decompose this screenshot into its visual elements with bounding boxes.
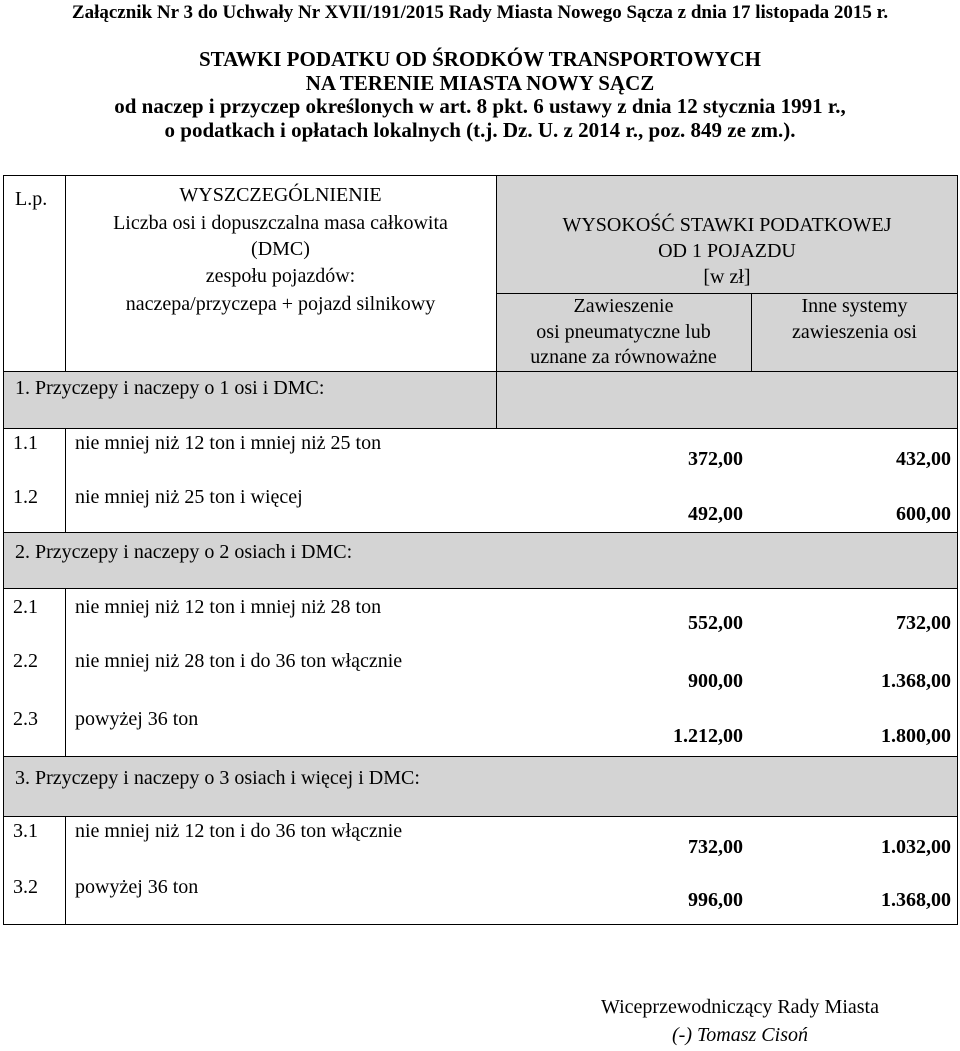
section-2-title: 2. Przyczepy i naczepy o 2 osiach i DMC: bbox=[15, 541, 353, 563]
lp-divider-s3 bbox=[65, 816, 66, 925]
title-line-3: od naczep i przyczep określonych w art. 8 pkt. 6 ustawy z dnia 12 stycznia 1991 r., bbox=[114, 94, 846, 118]
header-desc-2: Liczba osi i dopuszczalna masa całkowita bbox=[113, 212, 448, 234]
header-air-1: Zawieszenie bbox=[573, 295, 674, 317]
section-2-bottom bbox=[3, 588, 958, 589]
row-2-3-desc: powyżej 36 ton bbox=[75, 708, 199, 730]
row-2-1-lp: 2.1 bbox=[13, 596, 38, 618]
row-1-2-lp: 1.2 bbox=[13, 486, 38, 508]
section-3-top bbox=[3, 756, 958, 757]
title-line-4: o podatkach i opłatach lokalnych (t.j. Dz. U. z 2014 r., poz. 849 ze zm.). bbox=[164, 117, 796, 142]
section-1-title: 1. Przyczepy i naczepy o 1 osi i DMC: bbox=[15, 377, 325, 399]
header-air-2: osi pneumatyczne lub bbox=[536, 321, 711, 343]
header-desc-3: (DMC) bbox=[251, 238, 310, 260]
signature-name: (-) Tomasz Cisoń bbox=[672, 1024, 808, 1046]
row-1-1-other: 432,00 bbox=[896, 448, 951, 470]
document-title bbox=[0, 48, 960, 142]
row-3-1-other: 1.032,00 bbox=[881, 836, 951, 858]
row-3-2-air: 996,00 bbox=[688, 889, 743, 911]
header-rate-2: OD 1 POJAZDU bbox=[658, 240, 796, 262]
section-2-top bbox=[3, 532, 958, 533]
row-2-2-other: 1.368,00 bbox=[881, 670, 951, 692]
attachment-header: Załącznik Nr 3 do Uchwały Nr XVII/191/2015 Rady Miasta Nowego Sącza z dnia 17 listopada 2015 r. bbox=[71, 2, 889, 23]
tax-rate-table bbox=[3, 175, 958, 925]
lp-divider-s2 bbox=[65, 588, 66, 756]
row-3-1-desc: nie mniej niż 12 ton i do 36 ton włącznie bbox=[75, 820, 403, 842]
row-1-1-desc: nie mniej niż 12 ton i mniej niż 25 ton bbox=[75, 432, 382, 454]
row-1-2-air: 492,00 bbox=[688, 503, 743, 525]
header-bottom-line bbox=[3, 371, 958, 372]
row-2-1-other: 732,00 bbox=[896, 612, 951, 634]
header-rate-3: [w zł] bbox=[703, 266, 751, 288]
header-other-2: zawieszenia osi bbox=[792, 321, 917, 343]
row-2-2-desc: nie mniej niż 28 ton i do 36 ton włącznie bbox=[75, 650, 403, 672]
header-air-3: uznane za równoważne bbox=[530, 346, 717, 368]
row-2-2-lp: 2.2 bbox=[13, 650, 38, 672]
section-3-title: 3. Przyczepy i naczepy o 3 osiach i więcej i DMC: bbox=[15, 767, 420, 789]
row-2-3-air: 1.212,00 bbox=[673, 725, 743, 747]
section-1-bottom bbox=[3, 428, 958, 429]
header-lp: L.p. bbox=[15, 188, 48, 210]
row-2-1-air: 552,00 bbox=[688, 612, 743, 634]
lp-divider-s1 bbox=[65, 428, 66, 532]
row-3-2-other: 1.368,00 bbox=[881, 889, 951, 911]
header-other-1: Inne systemy bbox=[801, 295, 908, 317]
row-3-2-lp: 3.2 bbox=[13, 876, 38, 898]
row-2-3-other: 1.800,00 bbox=[881, 725, 951, 747]
row-1-2-desc: nie mniej niż 25 ton i więcej bbox=[75, 486, 303, 508]
row-2-1-desc: nie mniej niż 12 ton i mniej niż 28 ton bbox=[75, 596, 382, 618]
signature-role: Wiceprzewodniczący Rady Miasta bbox=[601, 996, 879, 1018]
title-line-2: NA TERENIE MIASTA NOWY SĄCZ bbox=[305, 70, 655, 95]
row-3-2-desc: powyżej 36 ton bbox=[75, 876, 199, 898]
row-3-1-air: 732,00 bbox=[688, 836, 743, 858]
row-1-2-other: 600,00 bbox=[896, 503, 951, 525]
header-desc-4: zespołu pojazdów: bbox=[205, 265, 356, 287]
row-2-2-air: 900,00 bbox=[688, 670, 743, 692]
title-line-1: STAWKI PODATKU OD ŚRODKÓW TRANSPORTOWYCH bbox=[198, 47, 762, 71]
row-3-1-lp: 3.1 bbox=[13, 820, 38, 842]
header-rate-1: WYSOKOŚĆ STAWKI PODATKOWEJ bbox=[562, 214, 892, 236]
row-1-1-air: 372,00 bbox=[688, 448, 743, 470]
section-3-bottom bbox=[3, 816, 958, 817]
header-desc-5: naczepa/przyczepa + pojazd silnikowy bbox=[125, 293, 436, 315]
row-2-3-lp: 2.3 bbox=[13, 708, 38, 730]
row-1-1-lp: 1.1 bbox=[13, 432, 38, 454]
header-desc-1: WYSZCZEGÓLNIENIE bbox=[179, 184, 382, 206]
